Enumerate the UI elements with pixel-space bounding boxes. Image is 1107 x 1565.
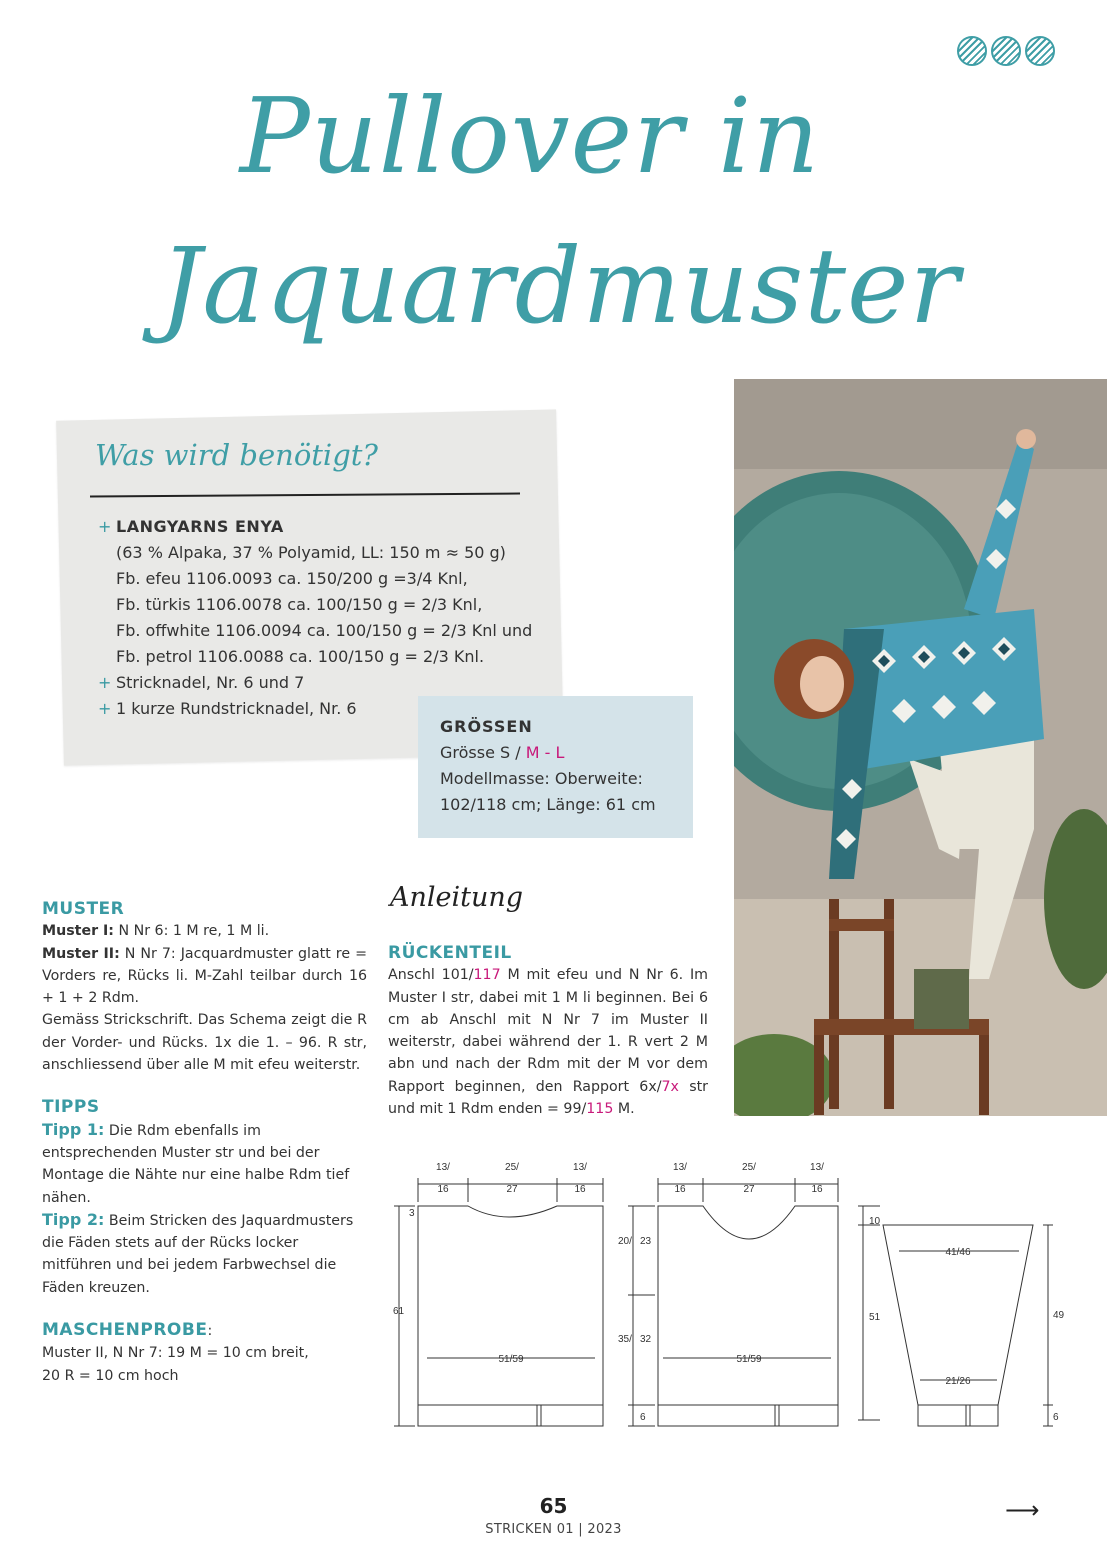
muster-ii-label: Muster II: (42, 945, 120, 962)
sleeve-diagram (858, 1206, 1053, 1426)
size-highlight: M - L (525, 743, 565, 762)
dim-label: 41/46 (945, 1247, 971, 1258)
schematic-diagrams (385, 1150, 1085, 1440)
rueckenteil-heading: RÜCKENTEIL (388, 943, 512, 963)
dim-label: 23 (640, 1236, 652, 1247)
text-run: str und mit 1 Rdm enden = 99/ (388, 1078, 708, 1118)
tipp-2-text: Beim Stricken des Jaquardmusters die Fäden stets auf der Rücks locker mitführen und bei jedem Farbwechsel die Fäden kreuzen. (42, 1212, 354, 1296)
needle-line: 1 kurze Rundstricknadel, Nr. 6 (116, 699, 357, 718)
model-measure-values: 102/118 cm; Länge: 61 cm (440, 795, 656, 814)
dim-label: 61 (393, 1306, 405, 1317)
dim-label: 16 (811, 1184, 823, 1195)
list-item (98, 514, 556, 540)
size-value: 117 (473, 967, 501, 984)
sizes-heading: GRÖSSEN (440, 717, 533, 736)
dim-label: 51/59 (498, 1354, 524, 1365)
page-title-line-2: Jaquardmuster (159, 225, 961, 347)
dim-label: 16 (437, 1184, 449, 1195)
materials-heading: Was wird benötigt? (95, 438, 378, 472)
dim-label: 20/ (618, 1236, 632, 1247)
muster-ii (42, 943, 367, 1010)
muster-i (42, 920, 367, 942)
anleitung-heading: Anleitung (390, 882, 524, 913)
muster-section (42, 898, 367, 1387)
yarn-color-line: Fb. petrol 1106.0088 ca. 100/150 g = 2/3 Knl. (116, 647, 485, 666)
plus-icon: + (98, 673, 112, 692)
dim-label: 25/ (505, 1162, 519, 1173)
tipps-heading: TIPPS (42, 1097, 100, 1118)
tipp-1-label: Tipp 1: (42, 1119, 105, 1139)
dim-label: 35/ (618, 1334, 632, 1345)
plus-icon: + (98, 517, 112, 536)
front-piece-diagram (628, 1178, 838, 1426)
muster-heading: MUSTER (42, 899, 125, 919)
yarn-color-line: Fb. offwhite 1106.0094 ca. 100/150 g = 2/3 Knl und (116, 621, 533, 640)
next-page-arrow-icon: ⟶ (1005, 1496, 1040, 1524)
text-run: M mit efeu und N Nr 6. Im Muster I str, dabei mit 1 M li beginnen. Bei 6 cm ab Anschl mit N Nr 7 im Muster II weiterstr, dabei während der 1. R vert 2 M abn und nach der Rdm mit der M vor dem Rapport beginnen, den Rapport 6x/ (388, 967, 708, 1095)
tipp-1 (42, 1119, 367, 1209)
yarn-ball-icon (1025, 36, 1055, 66)
needle-line: Stricknadel, Nr. 6 und 7 (116, 673, 305, 692)
maschenprobe-colon: : (207, 1323, 213, 1340)
materials-list (98, 514, 556, 722)
tipp-2 (42, 1209, 367, 1299)
dim-label: 16 (674, 1184, 686, 1195)
dim-label: 6 (1053, 1412, 1059, 1423)
model-photo (734, 379, 1107, 1116)
size-value: 7x (661, 1078, 679, 1095)
dim-label: 25/ (742, 1162, 756, 1173)
model-measure: Modellmasse: Oberweite: (440, 769, 643, 788)
muster-ii-text: N Nr 7: Jacquardmuster glatt re = Vorders re, Rücks li. M-Zahl teilbar durch 16 + 1 + 2 Rdm. (42, 945, 367, 1007)
page-number: 65 (539, 1494, 568, 1518)
text-run: M. (613, 1101, 635, 1118)
dim-label: 27 (743, 1184, 755, 1195)
tipp-2-label: Tipp 2: (42, 1209, 105, 1229)
back-piece-diagram (394, 1178, 603, 1426)
sizes-content (440, 714, 656, 818)
size-value: 115 (586, 1101, 614, 1118)
plus-icon: + (98, 699, 112, 718)
yarn-ball-icon (957, 36, 987, 66)
dim-label: 49 (1053, 1310, 1065, 1321)
yarn-color-line: Fb. türkis 1106.0078 ca. 100/150 g = 2/3 Knl, (116, 595, 483, 614)
muster-i-text: N Nr 6: 1 M re, 1 M li. (113, 923, 270, 940)
anleitung-section (388, 942, 708, 1120)
yarn-ball-icon (991, 36, 1021, 66)
yarn-color-line: Fb. efeu 1106.0093 ca. 150/200 g =3/4 Knl, (116, 569, 468, 588)
maschenprobe-line-2: 20 R = 10 cm hoch (42, 1367, 179, 1384)
list-item (98, 670, 556, 696)
size-label: Grösse S / (440, 743, 526, 762)
yarn-brand: LANGYARNS ENYA (116, 517, 284, 536)
difficulty-rating (957, 36, 1055, 66)
tipp-1-text: Die Rdm ebenfalls im entsprechenden Muster str und bei der Montage die Nähte nur eine halbe Rdm tief nähen. (42, 1122, 350, 1206)
muster-i-label: Muster I: (42, 923, 114, 940)
muster-scheme: Gemäss Strickschrift. Das Schema zeigt die R der Vorder- und Rücks. 1x die 1. – 96. R str, anschliessend über alle M mit efeu weiterstr. (42, 1012, 367, 1074)
dim-label: 3 (409, 1208, 415, 1219)
text-run: Anschl 101/ (388, 967, 474, 984)
dim-label: 27 (506, 1184, 518, 1195)
dim-label: 13/ (673, 1162, 687, 1173)
dim-label: 21/26 (945, 1376, 971, 1387)
magazine-issue: STRICKEN 01 | 2023 (485, 1522, 622, 1537)
dim-label: 13/ (573, 1162, 587, 1173)
yarn-composition: (63 % Alpaka, 37 % Polyamid, LL: 150 m ≈ 50 g) (116, 543, 506, 562)
page-title-line-1: Pullover in (239, 75, 821, 197)
dim-label: 51 (869, 1312, 881, 1323)
dim-label: 10 (869, 1216, 881, 1227)
dim-label: 51/59 (736, 1354, 762, 1365)
model-photo-illustration (734, 379, 1107, 1116)
maschenprobe-line-1: Muster II, N Nr 7: 19 M = 10 cm breit, (42, 1345, 309, 1362)
dim-label: 13/ (810, 1162, 824, 1173)
dim-label: 6 (640, 1412, 646, 1423)
rueckenteil-text (388, 964, 708, 1120)
dim-label: 13/ (436, 1162, 450, 1173)
dim-label: 32 (640, 1334, 652, 1345)
maschenprobe-heading-row (42, 1319, 367, 1342)
maschenprobe-heading: MASCHENPROBE (42, 1320, 208, 1341)
dim-label: 16 (574, 1184, 586, 1195)
